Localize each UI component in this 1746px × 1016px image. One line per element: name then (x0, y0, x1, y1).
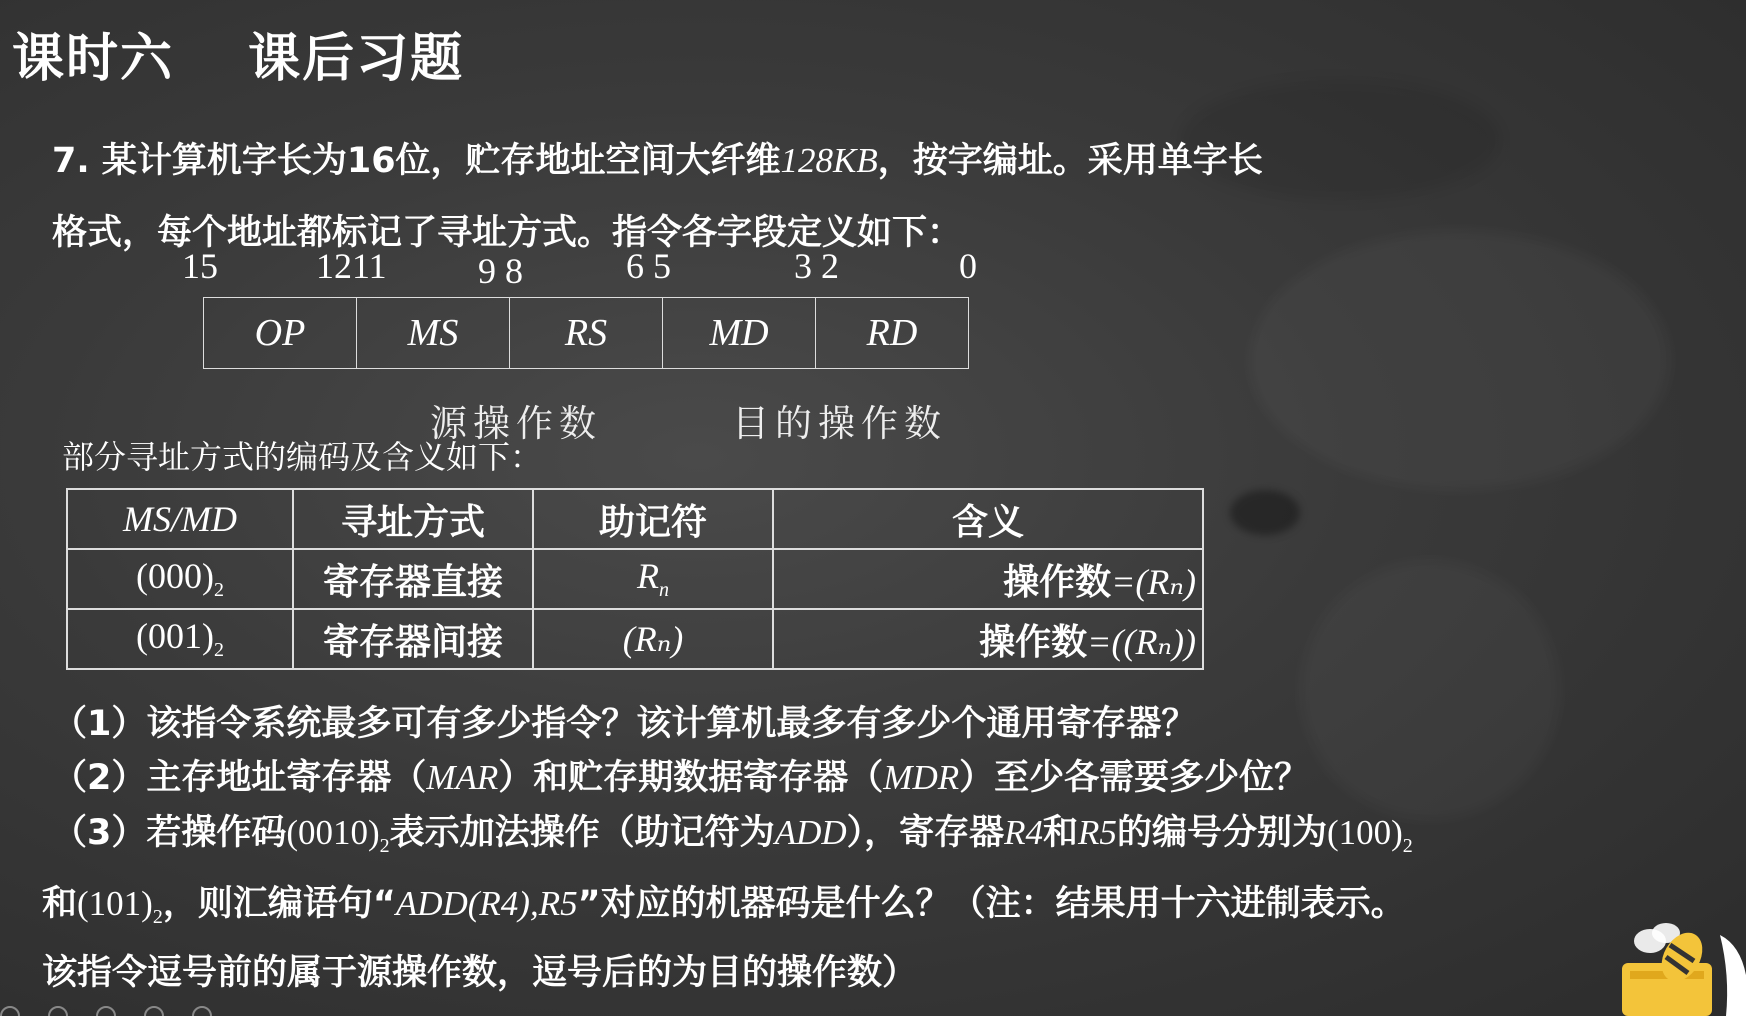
field-ms: MS (357, 298, 510, 368)
addressing-intro: 部分寻址方式的编码及含义如下： (62, 438, 543, 476)
player-controls (0, 1002, 240, 1016)
bee-logo-icon (1600, 905, 1746, 1016)
row-code (67, 549, 293, 609)
bit-position-15: 15 (182, 246, 218, 286)
row-code (67, 609, 293, 669)
header-ms-md: MS/MD (67, 489, 293, 549)
meaning-expr: =(Rₙ) (1111, 561, 1196, 602)
code-subscript: 2 (213, 579, 224, 602)
row-meaning (773, 549, 1203, 609)
q3-opcode: (0010) (286, 813, 380, 852)
meaning-expr: =((Rₙ)) (1087, 621, 1196, 662)
problem-line-2: 格式，每个地址都标记了寻址方式。指令各字段定义如下： (52, 213, 963, 253)
question-1: （1）该指令系统最多可有多少指令？该计算机最多有多少个通用寄存器？ (52, 704, 1197, 744)
row-meaning (773, 609, 1203, 669)
q3-n101: (101) (77, 884, 153, 923)
q3-text-e: 的编号分别为 (1116, 813, 1327, 853)
question-3-line-1 (52, 805, 1413, 858)
q2-text-a: （2）主存地址寄存器（ (52, 758, 427, 798)
code-value: (000) (136, 556, 214, 597)
q3-opcode-sub: 2 (379, 835, 390, 857)
header-mode: 寻址方式 (293, 489, 533, 549)
row-mnemonic (533, 549, 773, 609)
instruction-format (203, 297, 969, 369)
question-3-line-3: 该指令逗号前的属于源操作数，逗号后的为目的操作数） (42, 953, 918, 993)
bit-position-3-2: 3 2 (794, 246, 839, 286)
q2-mdr: MDR (883, 758, 960, 797)
table-header-row (67, 489, 1203, 549)
row-mode: 寄存器间接 (293, 609, 533, 669)
q2-text-b: ）和贮存期数据寄存器（ (498, 758, 884, 798)
problem-line-1-text: 7. 某计算机字长为16位，贮存地址空间大纤维 (52, 141, 781, 181)
field-op: OP (204, 298, 357, 368)
bit-position-0: 0 (959, 246, 977, 286)
memory-size: 128KB (780, 141, 878, 180)
q3-text-c: ），寄存器 (846, 813, 1005, 853)
q3-n100-sub: 2 (1402, 835, 1413, 857)
code-value: (001) (136, 616, 214, 657)
dest-operand-label: 目的操作数 (732, 402, 947, 445)
page-title: 课时六 课后习题 (12, 29, 465, 89)
q3-text-b: 表示加法操作（助记符为 (389, 813, 775, 853)
row-mnemonic: (Rₙ) (533, 609, 773, 669)
row-mode: 寄存器直接 (293, 549, 533, 609)
header-meaning: 含义 (773, 489, 1203, 549)
question-3-line-2 (42, 876, 1406, 929)
meaning-label: 操作数 (1003, 561, 1112, 603)
question-2 (52, 750, 1309, 800)
bit-position-9-8: 9 8 (478, 251, 523, 291)
q2-text-c: ）至少各需要多少位？ (959, 758, 1310, 798)
q3-line2-b: ，则汇编语句“ (162, 884, 396, 924)
q3-r4: R4 (1004, 813, 1044, 852)
q3-text-a: （3）若操作码 (52, 813, 287, 853)
q3-line2-c: ”对应的机器码是什么？（注：结果用十六进制表示。 (577, 884, 1406, 924)
field-rs: RS (510, 298, 663, 368)
source-operand-label: 源操作数 (430, 402, 602, 445)
q3-stmt: ADD(R4),R5 (395, 884, 578, 923)
q3-line2-a: 和 (42, 884, 78, 924)
bit-position-6-5: 6 5 (626, 246, 671, 286)
q3-text-d: 和 (1043, 813, 1079, 853)
addressing-table (66, 488, 1204, 670)
table-row (67, 549, 1203, 609)
table-row (67, 609, 1203, 669)
problem-line-1 (52, 133, 1263, 183)
q3-r5: R5 (1078, 813, 1117, 852)
header-mnemonic: 助记符 (533, 489, 773, 549)
meaning-label: 操作数 (979, 621, 1088, 663)
bit-position-12-11: 1211 (316, 246, 387, 286)
mnemonic-value: R (637, 556, 659, 597)
q3-n101-sub: 2 (152, 906, 163, 928)
mnemonic-subscript: n (659, 579, 669, 602)
q3-n100: (100) (1326, 813, 1403, 852)
q2-mar: MAR (426, 758, 499, 797)
field-md: MD (663, 298, 816, 368)
problem-line-1-tail: ，按字编址。采用单字长 (877, 141, 1263, 181)
code-subscript: 2 (213, 639, 224, 662)
q3-add: ADD (774, 813, 847, 852)
field-rd: RD (866, 312, 918, 354)
